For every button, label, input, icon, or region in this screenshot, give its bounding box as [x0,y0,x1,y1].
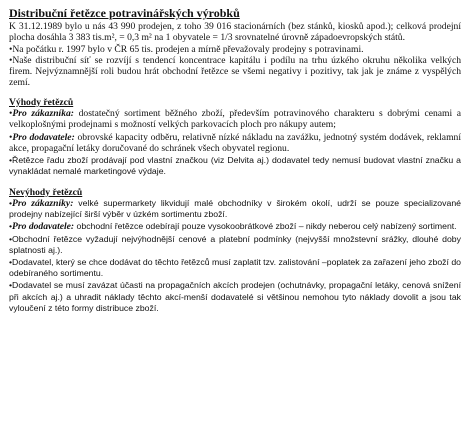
disadvantages-list [9,198,461,314]
advantage-text-own-brand: •Řetězce řadu zboží prodávají pod vlastní značkou (viz Delvita aj.) dodavatel tedy nemusí budovat vlastní značku a vynakládat nemalé marketingové výdaje. [9,155,461,177]
intro-paragraph-3: •Naše distribuční síť se rozvíjí s tendencí koncentrace kapitálu i podílu na trhu úzkého okruhu několika velkých firem. Nejvýznamnější roli budou hrát obchodní řetězce se všemi negativy i pozitivy, tak jak je známe z vyspělých zemí. [9,54,461,89]
disadvantage-text-promotions: •Dodavatel se musí zavázat účasti na propagačních akcích prodejen (ochutnávky, propagační letáky, cenová snížení při akcích aj.) a uhradit náklady těchto akcí-menší dodavatelé si většinou nemohou tyto náklady dovolit a jsou tak vyloučení z této formy distribuce zboží. [9,280,461,313]
advantages-heading: Výhody řetězců [9,96,74,108]
disadvantage-item-listing-fee [9,257,461,279]
disadvantage-text-customer: velké supermarkety likvidují malé obchodníky v širokém okolí, udrží se pouze specializované prodejny nabízející širší výběr v úzkém sortimentu zboží. [9,197,461,220]
document-title: Distribuční řetězce potravinářských výrobků [9,6,240,20]
disadvantage-item-customer: •Pro zákazníky: velké supermarkety likvidují malé obchodníky v širokém okolí, udrží se pouze specializované prodejny nabízející širší výběr v úzkém sortimentu zboží. [9,197,461,220]
intro-paragraph-2: •Na počátku r. 1997 bylo v ČR 65 tis. prodejen a mírně převažovaly prodejny s potravinami. [9,43,364,55]
advantage-label-customer: Pro zákazníka: [12,108,74,120]
spacer [9,179,461,187]
disadvantage-text-terms: •Obchodní řetězce vyžadují nejvýhodnější cenové a platební podmínky (nejvyšší množstevní srážky, dlouhé doby splatnosti aj.). [9,233,461,255]
disadvantage-item-terms [9,234,461,256]
disadvantage-text-listing-fee: •Dodavatel, který se chce dodávat do těchto řetězců musí zaplatit tzv. zalistování –poplatek za zařazení jeho zboží do odebíraného sortimentu. [9,256,461,279]
advantage-text-customer: dostatečný sortiment běžného zboží, především potravinového charakteru s dobrými cenami a velkoplošnými prodejnami s možností velkých parkovacích ploch pro nákupy autem; [9,108,462,131]
advantage-item-own-brand [9,155,461,177]
spacer [9,89,461,97]
intro-paragraph-1: K 31.12.1989 bylo u nás 43 990 prodejen, z toho 39 016 stacionárních (bez stánků, kiosků apod.); celková prodejní plocha dosáhla 3 383 tis.m², = 0,3 m² na 1 obyvatele = 1/3 srovnatelné úrovně západoevropských států. [9,21,461,44]
disadvantage-text-supplier: obchodní řetězce odebírají pouze vysokoobrátkové zboží – nikdy neberou celý nabízený sortiment. [74,221,457,232]
disadvantage-label-customer: Pro zákazníky: [12,197,74,209]
disadvantage-item-promotions [9,280,461,314]
disadvantage-label-supplier: Pro dodavatele: [12,221,75,233]
disadvantages-heading: Nevýhody řetězců [9,186,83,198]
advantage-item-supplier: •Pro dodavatele: obrovské kapacity odběru, relativně nízké nákladu na zavážku, jednotný systém dodávek, reklamní akce, propagační letáky doručované do schránek všech obyvatel regionu. [9,131,461,154]
advantage-label-supplier: Pro dodavatele: [12,131,75,143]
advantage-item-customer: •Pro zákazníka: dostatečný sortiment běžného zboží, především potravinového charakteru s dobrými cenami a velkoplošnými prodejnami s možností velkých parkovacích ploch pro nákupy autem; [9,108,462,131]
disadvantage-item-supplier: •Pro dodavatele: obchodní řetězce odebírají pouze vysokoobrátkové zboží – nikdy neberou celý nabízený sortiment. [9,221,457,233]
advantage-text-supplier: obrovské kapacity odběru, relativně nízké nákladu na zavážku, jednotný systém dodávek, reklamní akce, propagační letáky doručované do schránek všech obyvatel regionu. [9,131,461,154]
